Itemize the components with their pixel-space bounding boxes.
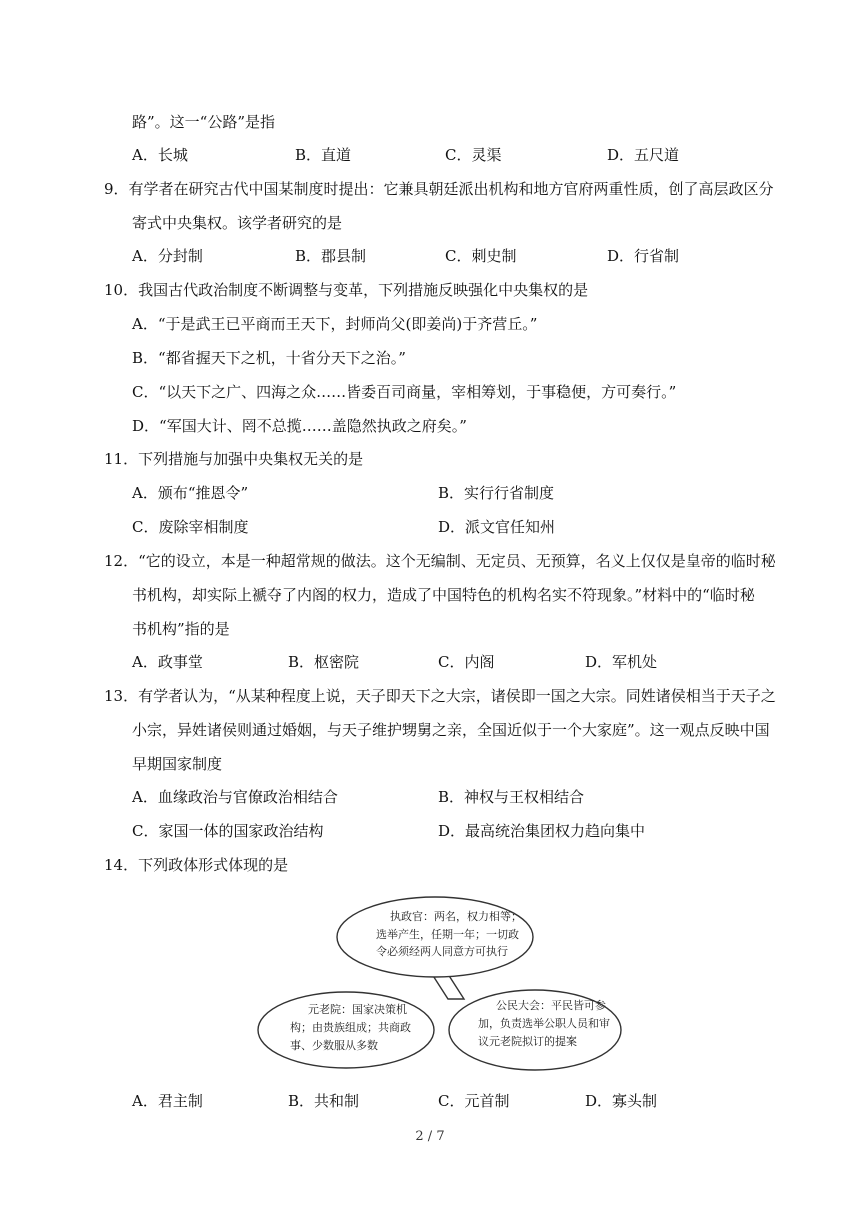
q13-option-d: D．最高统治集团权力趋向集中 [438, 822, 646, 840]
left-text-3: 事、少数服从多数 [290, 1039, 378, 1052]
q12-stem-line1: 12．“它的设立，本是一种超常规的做法。这个无编制、无定员、无预算，名义上仅仅是皇帝的临时秘 [104, 552, 776, 570]
left-text-2: 构；由贵族组成；共商政 [290, 1021, 411, 1034]
q13-stem-line2: 小宗，异姓诸侯则通过婚姻，与天子维护甥舅之亲，全国近似于一个大家庭”。这一观点反映中国 [132, 721, 770, 739]
q8-stem-tail: 路”。这一“公路”是指 [132, 113, 276, 131]
q13-option-a: A．血缘政治与官僚政治相结合 [132, 788, 338, 806]
q10-option-a: A．“于是武王已平商而王天下，封师尚父(即姜尚)于齐营丘。” [132, 315, 538, 333]
q9-option-d: D．行省制 [607, 247, 680, 265]
q13-option-c: C．家国一体的国家政治结构 [132, 822, 324, 840]
q8-option-b: B．直道 [295, 146, 352, 164]
q14-option-b: B．共和制 [288, 1092, 360, 1110]
q8-option-c: C．灵渠 [445, 146, 502, 164]
right-text-2: 加，负责选举公职人员和审 [478, 1017, 610, 1030]
q10-stem: 10．我国古代政治制度不断调整与变革，下列措施反映强化中央集权的是 [104, 281, 589, 299]
q11-option-a: A．颁布“推恩令” [132, 484, 249, 502]
q11-option-d: D．派文官任知州 [438, 518, 556, 536]
q9-option-c: C．刺史制 [445, 247, 517, 265]
top-text-2: 选举产生，任期一年；一切政 [376, 928, 519, 941]
q13-option-b: B．神权与王权相结合 [438, 788, 585, 806]
q12-option-d: D．军机处 [585, 653, 658, 671]
q11-stem: 11．下列措施与加强中央集权无关的是 [104, 450, 364, 468]
q14-option-d: D．寡头制 [585, 1092, 658, 1110]
q12-stem-line3: 书机构”指的是 [132, 620, 230, 638]
q9-stem-line1: 9．有学者在研究古代中国某制度时提出：它兼具朝廷派出机构和地方官府两重性质，创了高层政区分 [104, 180, 774, 198]
q13-stem-line1: 13．有学者认为，“从某种程度上说，天子即天下之大宗，诸侯即一国之大宗。同姓诸侯相当于天子之 [104, 687, 776, 705]
q10-option-d: D．“军国大计、罔不总揽……盖隐然执政之府矣。” [132, 417, 467, 435]
q10-option-b: B．“都省握天下之机，十省分天下之治。” [132, 349, 406, 367]
page-number: 2 / 7 [415, 1129, 445, 1144]
q10-option-c: C．“以天下之广、四海之众……皆委百司商量，宰相筹划，于事稳便，方可奏行。” [132, 383, 677, 401]
q14-option-c: C．元首制 [438, 1092, 510, 1110]
q14-stem: 14．下列政体形式体现的是 [104, 856, 289, 874]
q9-stem-line2: 寄式中央集权。该学者研究的是 [132, 214, 343, 232]
q12-option-b: B．枢密院 [288, 653, 360, 671]
q12-option-c: C．内阁 [438, 653, 495, 671]
q12-option-a: A．政事堂 [132, 653, 203, 671]
top-text-3: 令必须经两人同意方可执行 [376, 945, 508, 958]
q11-option-c: C．废除宰相制度 [132, 518, 249, 536]
top-text-1: 执政官：两名，权力相等； [390, 910, 522, 923]
roman-republic-diagram [250, 893, 660, 1085]
q13-stem-line3: 早期国家制度 [132, 755, 223, 773]
right-text-3: 议元老院拟订的提案 [478, 1035, 577, 1048]
q9-option-b: B．郡县制 [295, 247, 367, 265]
left-text-1: 元老院：国家决策机 [308, 1003, 407, 1016]
q9-option-a: A．分封制 [132, 247, 203, 265]
q14-option-a: A．君主制 [132, 1092, 203, 1110]
q8-option-d: D．五尺道 [607, 146, 680, 164]
q11-option-b: B．实行行省制度 [438, 484, 555, 502]
right-text-1: 公民大会：平民皆可参 [496, 999, 606, 1012]
q12-stem-line2: 书机构，却实际上褫夺了内阁的权力，造成了中国特色的机构名实不符现象。”材料中的“临时秘 [132, 586, 755, 604]
q8-option-a: A．长城 [132, 146, 188, 164]
